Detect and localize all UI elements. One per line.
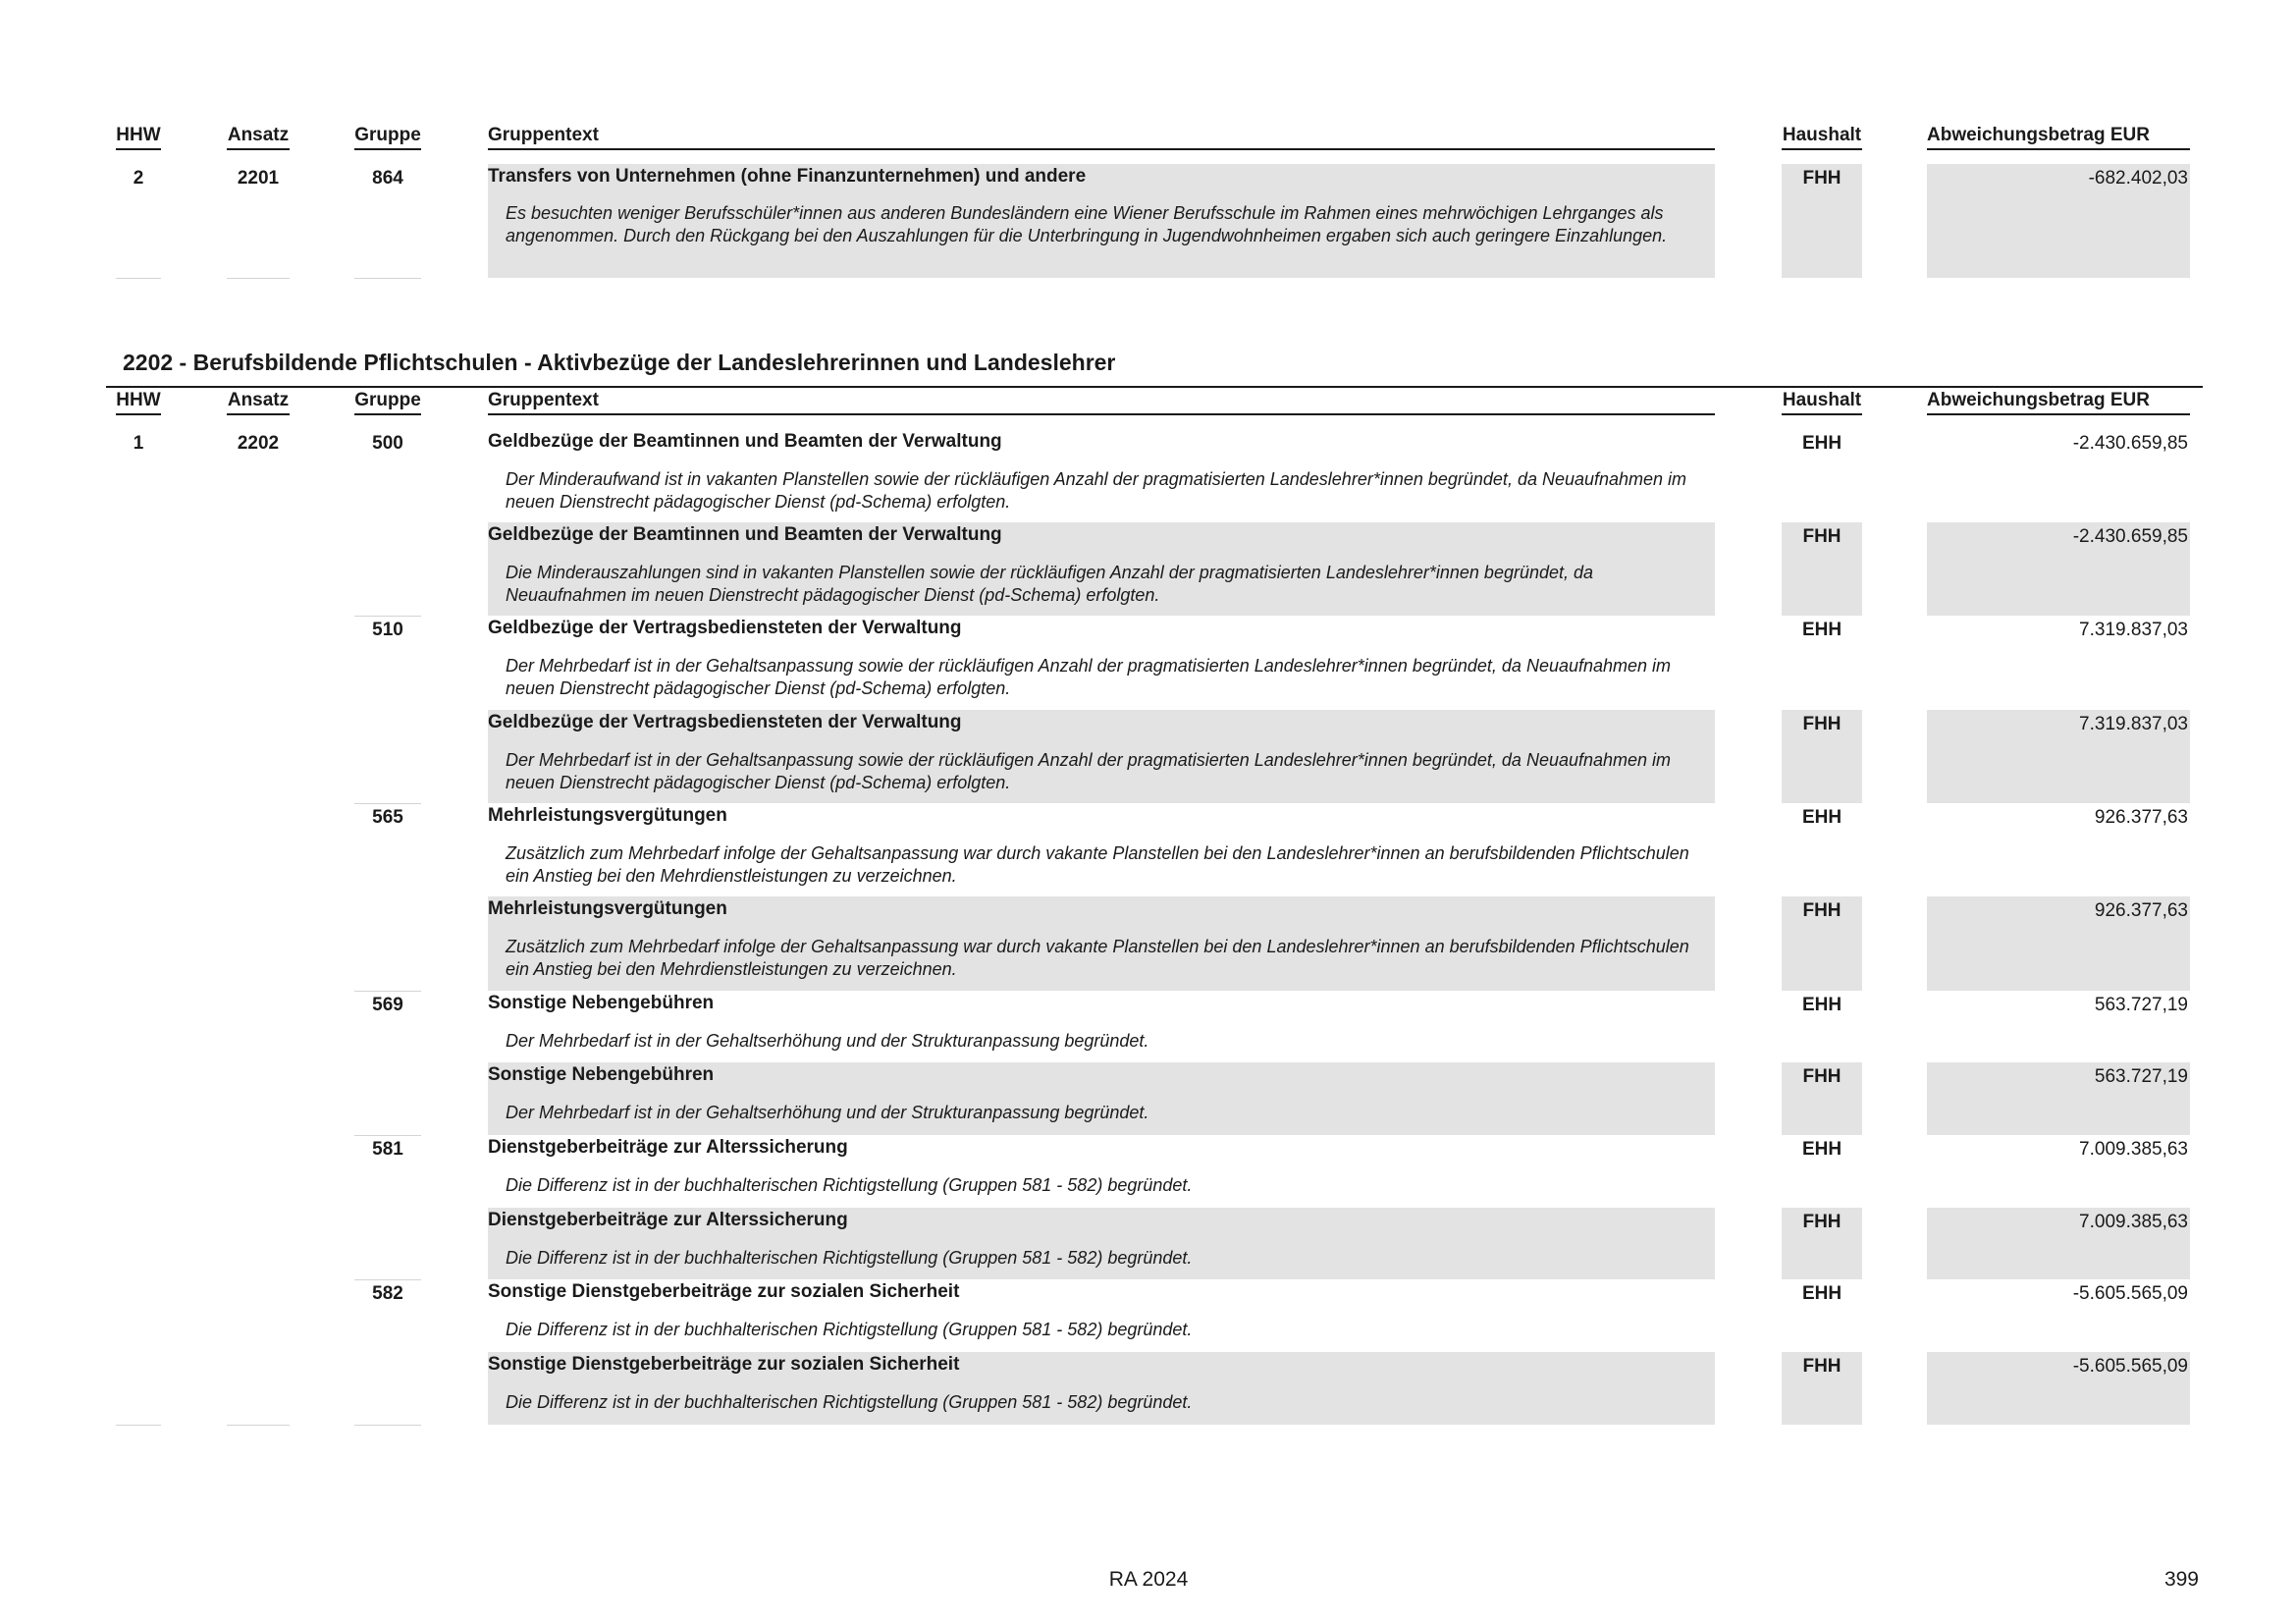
row-description: Der Minderaufwand ist in vakanten Planstellen sowie der rückläufigen Anzahl der pragmatisierten Landeslehrer*innen begründet, da Neuaufnahmen im neuen Dienstrecht pädagogischer Dienst (pd-Schema) erfolgten. bbox=[506, 469, 1687, 512]
row-ansatz: 2201 bbox=[237, 168, 280, 189]
row-betrag: 926.377,63 bbox=[2094, 807, 2188, 828]
row-description: Die Differenz ist in der buchhalterischen Richtigstellung (Gruppen 581 - 582) begründet. bbox=[506, 1320, 1193, 1339]
row-title: Geldbezüge der Beamtinnen und Beamten der Verwaltung bbox=[488, 524, 1002, 545]
row-betrag-box bbox=[1927, 522, 2190, 616]
row-haushalt: FHH bbox=[1802, 900, 1842, 921]
row-betrag-box bbox=[1927, 616, 2190, 710]
row-betrag: 7.319.837,03 bbox=[2079, 714, 2188, 734]
row-haushalt-box bbox=[1782, 1279, 1862, 1352]
row-betrag-box bbox=[1927, 1062, 2190, 1135]
row-title: Transfers von Unternehmen (ohne Finanzunternehmen) und andere bbox=[488, 166, 1087, 187]
col-gruppe-header: Gruppe bbox=[354, 390, 421, 415]
row-haushalt: FHH bbox=[1802, 1356, 1842, 1377]
row-gruppentext bbox=[488, 1279, 1715, 1352]
col-betrag-header: Abweichungsbetrag EUR bbox=[1927, 125, 2190, 150]
row-betrag: 7.009.385,63 bbox=[2079, 1212, 2188, 1232]
row-gruppe: 565 bbox=[372, 807, 403, 828]
row-haushalt-box bbox=[1782, 803, 1862, 896]
row-title: Geldbezüge der Vertragsbediensteten der Verwaltung bbox=[488, 618, 962, 638]
section-title: 2202 - Berufsbildende Pflichtschulen - Aktivbezüge der Landeslehrerinnen und Landeslehrer bbox=[123, 350, 1116, 375]
row-haushalt-box bbox=[1782, 1062, 1862, 1135]
row-betrag-box bbox=[1927, 896, 2190, 991]
table-end-separator bbox=[354, 1425, 421, 1426]
col-ansatz-header: Ansatz bbox=[227, 125, 290, 150]
col-hhw-header: HHW bbox=[116, 390, 161, 415]
row-betrag: 7.319.837,03 bbox=[2079, 620, 2188, 640]
row-title: Mehrleistungsvergütungen bbox=[488, 898, 727, 919]
table-end-separator bbox=[116, 1425, 161, 1426]
row-betrag-box bbox=[1927, 803, 2190, 896]
row-gruppentext bbox=[488, 164, 1715, 278]
row-title: Sonstige Nebengebühren bbox=[488, 1064, 715, 1085]
row-haushalt-box bbox=[1782, 991, 1862, 1062]
row-betrag-box bbox=[1927, 429, 2190, 522]
row-haushalt-box bbox=[1782, 164, 1862, 278]
row-haushalt: EHH bbox=[1801, 620, 1842, 640]
row-haushalt: FHH bbox=[1802, 714, 1842, 734]
row-description: Der Mehrbedarf ist in der Gehaltsanpassung sowie der rückläufigen Anzahl der pragmatisierten Landeslehrer*innen begründet, da Neuaufnahmen im neuen Dienstrecht pädagogischer Dienst (pd-Schema) erfolgten. bbox=[506, 656, 1672, 698]
row-title: Dienstgeberbeiträge zur Alterssicherung bbox=[488, 1137, 848, 1158]
col-gruppentext-header: Gruppentext bbox=[488, 390, 1715, 415]
row-description: Die Differenz ist in der buchhalterischen Richtigstellung (Gruppen 581 - 582) begründet. bbox=[506, 1175, 1193, 1195]
row-gruppe: 569 bbox=[372, 995, 403, 1015]
row-gruppentext bbox=[488, 710, 1715, 803]
row-gruppentext bbox=[488, 803, 1715, 896]
col-haushalt-header: Haushalt bbox=[1782, 125, 1862, 150]
row-description: Der Mehrbedarf ist in der Gehaltsanpassung sowie der rückläufigen Anzahl der pragmatisierten Landeslehrer*innen begründet, da Neuaufnahmen im neuen Dienstrecht pädagogischer Dienst (pd-Schema) erfolgten. bbox=[506, 750, 1672, 792]
row-haushalt-box bbox=[1782, 616, 1862, 710]
row-betrag: 7.009.385,63 bbox=[2079, 1139, 2188, 1160]
row-title: Mehrleistungsvergütungen bbox=[488, 805, 727, 826]
row-gruppentext bbox=[488, 991, 1715, 1062]
section-hhw: 1 bbox=[133, 433, 144, 454]
row-haushalt: EHH bbox=[1801, 433, 1842, 454]
row-title: Geldbezüge der Beamtinnen und Beamten der Verwaltung bbox=[488, 431, 1002, 452]
row-betrag-box bbox=[1927, 1135, 2190, 1208]
col-betrag-header: Abweichungsbetrag EUR bbox=[1927, 390, 2190, 415]
row-haushalt-box bbox=[1782, 710, 1862, 803]
row-betrag: -5.605.565,09 bbox=[2072, 1283, 2188, 1304]
col-haushalt-header: Haushalt bbox=[1782, 390, 1862, 415]
row-haushalt-box bbox=[1782, 1352, 1862, 1425]
row-gruppe: 510 bbox=[372, 620, 403, 640]
gruppe-separator bbox=[354, 1279, 421, 1280]
row-betrag: 563.727,19 bbox=[2094, 1066, 2188, 1087]
row-haushalt: EHH bbox=[1801, 1139, 1842, 1160]
col-hhw-header: HHW bbox=[116, 125, 161, 150]
row-betrag: -2.430.659,85 bbox=[2072, 526, 2188, 547]
row-description: Die Differenz ist in der buchhalterischen Richtigstellung (Gruppen 581 - 582) begründet. bbox=[506, 1392, 1193, 1412]
row-hhw: 2 bbox=[133, 168, 144, 189]
row-haushalt-box bbox=[1782, 429, 1862, 522]
row-gruppentext bbox=[488, 522, 1715, 616]
row-haushalt: EHH bbox=[1801, 807, 1842, 828]
row-betrag: -5.605.565,09 bbox=[2072, 1356, 2188, 1377]
row-haushalt: FHH bbox=[1802, 526, 1842, 547]
row-description: Zusätzlich zum Mehrbedarf infolge der Gehaltsanpassung war durch vakante Planstellen bei den Landeslehrer*innen an berufsbildenden Pflichtschulen ein Anstieg bei den Mehrdienstleistungen zu verzeichnen. bbox=[506, 843, 1689, 886]
row-separator bbox=[354, 278, 421, 279]
row-betrag-box bbox=[1927, 1208, 2190, 1279]
row-gruppe: 500 bbox=[372, 433, 403, 454]
row-haushalt: FHH bbox=[1802, 1066, 1842, 1087]
page-number: 399 bbox=[2163, 1568, 2199, 1591]
footer-label: RA 2024 bbox=[1108, 1568, 1189, 1591]
table-end-separator bbox=[227, 1425, 290, 1426]
row-haushalt-box bbox=[1782, 896, 1862, 991]
row-gruppe: 864 bbox=[372, 168, 403, 189]
row-betrag: 563.727,19 bbox=[2094, 995, 2188, 1015]
row-gruppe: 582 bbox=[372, 1283, 403, 1304]
row-haushalt: FHH bbox=[1802, 168, 1842, 189]
row-betrag: -2.430.659,85 bbox=[2072, 433, 2188, 454]
row-description: Der Mehrbedarf ist in der Gehaltserhöhung und der Strukturanpassung begründet. bbox=[506, 1031, 1149, 1051]
section-divider bbox=[106, 386, 2203, 388]
row-gruppentext bbox=[488, 1062, 1715, 1135]
row-haushalt: EHH bbox=[1801, 995, 1842, 1015]
row-gruppentext bbox=[488, 429, 1715, 522]
row-haushalt-box bbox=[1782, 1208, 1862, 1279]
col-gruppentext-header: Gruppentext bbox=[488, 125, 1715, 150]
row-title: Geldbezüge der Vertragsbediensteten der Verwaltung bbox=[488, 712, 962, 732]
row-title: Dienstgeberbeiträge zur Alterssicherung bbox=[488, 1210, 848, 1230]
row-haushalt: EHH bbox=[1801, 1283, 1842, 1304]
row-gruppentext bbox=[488, 1208, 1715, 1279]
row-title: Sonstige Nebengebühren bbox=[488, 993, 715, 1013]
row-description: Der Mehrbedarf ist in der Gehaltserhöhung und der Strukturanpassung begründet. bbox=[506, 1103, 1149, 1122]
row-gruppentext bbox=[488, 896, 1715, 991]
row-haushalt-box bbox=[1782, 522, 1862, 616]
section-ansatz: 2202 bbox=[237, 433, 280, 454]
row-haushalt-box bbox=[1782, 1135, 1862, 1208]
gruppe-separator bbox=[354, 803, 421, 804]
gruppe-separator bbox=[354, 991, 421, 992]
row-betrag-box bbox=[1927, 1352, 2190, 1425]
col-ansatz-header: Ansatz bbox=[227, 390, 290, 415]
row-gruppe: 581 bbox=[372, 1139, 403, 1160]
row-description: Es besuchten weniger Berufsschüler*innen aus anderen Bundesländern eine Wiener Berufsschule im Rahmen eines mehrwöchigen Lehrganges als angenommen. Durch den Rückgang bei den Auszahlungen für die Unterbringung in Jugendwohnheimen ergaben sich auch geringere Einzahlungen. bbox=[506, 203, 1668, 245]
row-betrag-box bbox=[1927, 991, 2190, 1062]
row-gruppentext bbox=[488, 1135, 1715, 1208]
row-betrag: -682.402,03 bbox=[2088, 168, 2188, 189]
row-betrag-box bbox=[1927, 710, 2190, 803]
row-betrag-box bbox=[1927, 164, 2190, 278]
row-gruppentext bbox=[488, 616, 1715, 710]
row-description: Die Minderauszahlungen sind in vakanten Planstellen sowie der rückläufigen Anzahl der pragmatisierten Landeslehrer*innen begründet, da Neuaufnahmen im neuen Dienstrecht pädagogischer Dienst (pd-Schema) erfolgten. bbox=[506, 563, 1594, 605]
row-description: Die Differenz ist in der buchhalterischen Richtigstellung (Gruppen 581 - 582) begründet. bbox=[506, 1248, 1193, 1268]
row-gruppentext bbox=[488, 1352, 1715, 1425]
gruppe-separator bbox=[354, 616, 421, 617]
col-gruppe-header: Gruppe bbox=[354, 125, 421, 150]
row-haushalt: FHH bbox=[1802, 1212, 1842, 1232]
row-separator bbox=[116, 278, 161, 279]
row-title: Sonstige Dienstgeberbeiträge zur sozialen Sicherheit bbox=[488, 1281, 960, 1302]
row-title: Sonstige Dienstgeberbeiträge zur sozialen Sicherheit bbox=[488, 1354, 960, 1375]
row-betrag: 926.377,63 bbox=[2094, 900, 2188, 921]
row-description: Zusätzlich zum Mehrbedarf infolge der Gehaltsanpassung war durch vakante Planstellen bei den Landeslehrer*innen an berufsbildenden Pflichtschulen ein Anstieg bei den Mehrdienstleistungen zu verzeichnen. bbox=[506, 937, 1689, 979]
row-betrag-box bbox=[1927, 1279, 2190, 1352]
gruppe-separator bbox=[354, 1135, 421, 1136]
row-separator bbox=[227, 278, 290, 279]
